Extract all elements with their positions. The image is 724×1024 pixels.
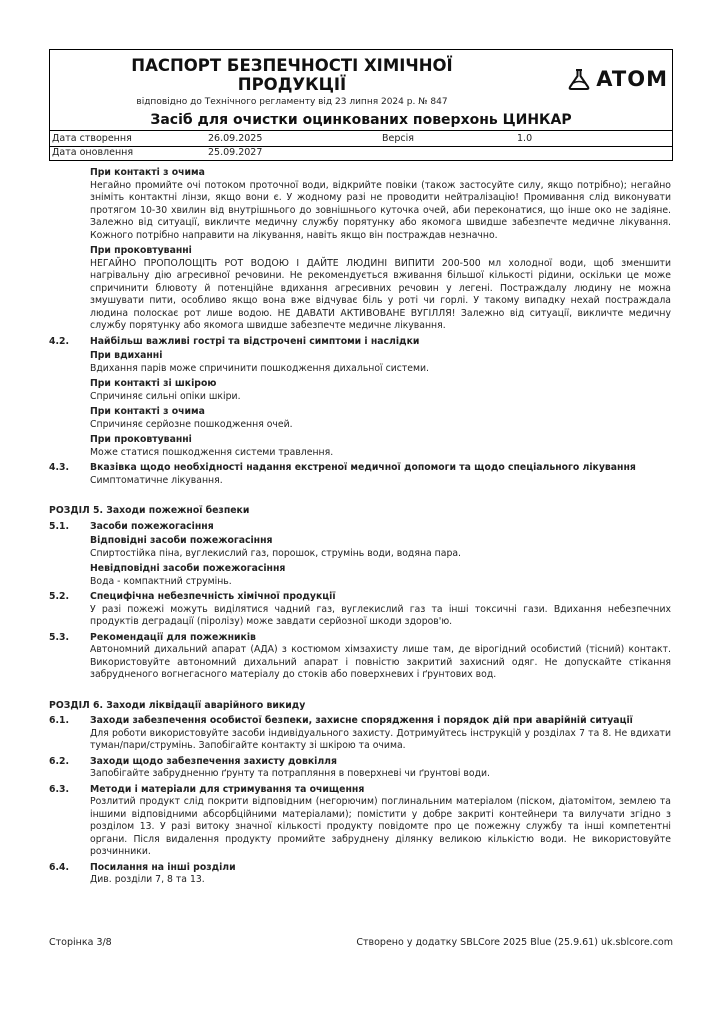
product-title: Засіб для очистки оцинкованих поверхонь ЦИНКАР (150, 112, 572, 128)
document-body (49, 165, 671, 890)
generator-credit: Створено у додатку SBLCore 2025 Blue (25.9.61) uk.sblcore.com (356, 937, 673, 948)
section-number: 6.3. (49, 783, 70, 795)
document-header (49, 49, 673, 131)
section-5-title: РОЗДІЛ 5. Заходи пожежної безпеки (49, 505, 250, 516)
section-heading: Найбільш важливі гострі та відстрочені симптоми і наслідки (90, 335, 420, 347)
heading-6-3 (49, 784, 671, 797)
paragraph-eye-contact-2: Спричиняє серйозне пошкодження очей. (90, 418, 293, 430)
paragraph-4-3: Симптоматичне лікування. (90, 474, 223, 486)
section-heading: Методи і матеріали для стримування та очищення (90, 783, 365, 795)
paragraph-swallowing: НЕГАЙНО ПРОПОЛОЩІТЬ РОТ ВОДОЮ І ДАЙТЕ ЛЮДИНІ ВИПИТИ 200-500 мл холодної води, щоб зменшити нагрівальну дію агресивної речовини. Не рекомендується вживання більшої кількості рідини, оскільки це може спричинити блювоту й потенційне вдихання агресивних речовин у легені. Постраждалу людину не можна змушувати пити, особливо якщо вона вже відчуває біль у роті чи горлі. У такому випадку нехай постраждала людина полоскає рот лише водою. НЕ ДАВАТИ АКТИВОВАНЕ ВУГІЛЛЯ! Залежно від ситуації, викличте медичну службу порятунку або якомога швидше забезпечте медичне лікування. (90, 257, 671, 331)
section-number: 4.2. (49, 335, 70, 347)
section-heading: Посилання на інші розділи (90, 861, 236, 873)
created-value: 26.09.2025 (208, 133, 263, 144)
paragraph-inhalation: Вдихання парів може спричинити пошкодження дихальної системи. (90, 362, 430, 374)
subheading-eye-contact: При контакті з очима (90, 167, 205, 178)
paragraph-6-3: Розлитий продукт слід покрити відповідним (негорючим) поглинальним матеріалом (піском, діатомітом, землею та іншими відповідними абсорбційними матеріалами); помістити у добре закриті контейнери та вилучати згідно з розділом 13. У разі витоку значної кількості продукту повідомте про це пожежну службу та інші компетентні органи. Після видалення продукту промийте забруднену ділянку великою кількістю води. Не використовуйте розчинники. (90, 796, 671, 857)
subheading-inhalation: При вдиханні (90, 350, 163, 361)
flask-logo-icon (566, 68, 594, 90)
heading-6-1 (49, 715, 671, 728)
section-number: 5.1. (49, 520, 70, 532)
version-label: Версія (382, 133, 414, 144)
meta-row-created (50, 132, 672, 147)
subheading-eye-contact-2: При контакті з очима (90, 406, 205, 417)
company-logo (566, 67, 668, 91)
heading-5-2 (49, 591, 671, 604)
section-heading: Специфічна небезпечність хімічної продукції (90, 591, 336, 602)
updated-value: 25.09.2027 (208, 147, 263, 158)
paragraph-6-2: Запобігайте забрудненню ґрунту та потрапляння в поверхневі чи ґрунтові води. (90, 768, 490, 779)
document-title (50, 56, 534, 94)
subheading-skin-contact: При контакті зі шкірою (90, 378, 217, 389)
paragraph-eye-contact: Негайно промийте очі потоком проточної води, відкрийте повіки (також застосуйте силу, якщо потрібно); негайно зніміть контактні лінзи, якщо вони є. У жодному разі не проводити нейтралізацію! Промивання слід виконувати протягом 10-30 хвилин від внутрішнього до зовнішнього куточка очей, аби переконатися, що інше око не задіяне. Залежно від ситуації, викличте медичну службу порятунку або якомога швидше забезпечте медичне лікування. Кожного потрібно направити на лікування, навіть якщо він постраждав незначно. (90, 179, 671, 241)
subheading-suitable-media: Відповідні засоби пожежогасіння (90, 535, 273, 546)
heading-6-4 (49, 862, 671, 875)
paragraph-skin-contact: Спричиняє сильні опіки шкіри. (90, 390, 241, 402)
paragraph-6-4: Див. розділи 7, 8 та 13. (90, 874, 205, 885)
heading-4-2 (49, 336, 671, 349)
paragraph-5-2: У разі пожежі можуть виділятися чадний газ, вуглекислий газ та інші токсичні гази. Вдихання небезпечних продуктів деградації (піролізу) може завдати серйозної шкоди здоров'ю. (90, 603, 671, 627)
section-number: 6.2. (49, 755, 70, 767)
section-number: 6.1. (49, 715, 70, 726)
subheading-swallowing-2: При проковтуванні (90, 434, 192, 445)
document-meta-table (49, 131, 673, 161)
created-label: Дата створення (52, 133, 132, 144)
regulation-subtitle: відповідно до Технічного регламенту від 23 липня 2024 р. № 847 (136, 97, 448, 107)
section-heading: Заходи забезпечення особистої безпеки, захисне спорядження і порядок дій при аварійній ситуації (90, 715, 633, 726)
paragraph-6-1: Для роботи використовуйте засоби індивідуального захисту. Дотримуйтесь інструкцій у розділах 7 та 8. Не вдихати туман/пари/струмінь. Запобігайте контакту зі шкірою та очима. (90, 727, 671, 751)
section-number: 5.3. (49, 631, 70, 643)
meta-row-updated (50, 146, 672, 160)
document-title-line2: ПРОДУКЦІЇ (237, 75, 347, 94)
section-number: 6.4. (49, 861, 70, 873)
heading-5-3 (49, 632, 671, 645)
document-title-line1: ПАСПОРТ БЕЗПЕЧНОСТІ ХІМІЧНОЇ (131, 56, 453, 75)
section-6-title: РОЗДІЛ 6. Заходи ліквідації аварійного викиду (49, 699, 306, 711)
section-heading: Заходи щодо забезпечення захисту довкілля (90, 755, 337, 767)
section-number: 4.3. (49, 462, 70, 473)
logo-text: ATOM (596, 67, 668, 91)
paragraph-swallowing-2: Може статися пошкодження системи травлення. (90, 446, 334, 458)
section-heading: Вказівка щодо необхідності надання екстреної медичної допомоги та щодо спеціального лікування (90, 462, 636, 473)
subheading-unsuitable-media: Невідповідні засоби пожежогасіння (90, 563, 286, 574)
paragraph-unsuitable-media: Вода - компактний струмінь. (90, 575, 232, 587)
section-number: 5.2. (49, 591, 70, 602)
heading-5-1 (49, 521, 671, 534)
page-number: Сторінка 3/8 (49, 937, 112, 948)
version-value: 1.0 (517, 133, 533, 144)
heading-4-3 (49, 462, 671, 475)
updated-label: Дата оновлення (52, 147, 134, 158)
paragraph-5-3: Автономний дихальний апарат (АДА) з костюмом хімзахисту лише там, де вірогідний особистий (тісний) контакт. Використовуйте автономний дихальний апарат і повністю закритий захисний одяг. Не допускайте стікання забрудненого вогнегасного матеріалу до стоків або поверхневих і ґрунтових вод. (90, 644, 671, 680)
section-heading: Засоби пожежогасіння (90, 520, 214, 532)
section-heading: Рекомендації для пожежників (90, 631, 256, 643)
paragraph-suitable-media: Спиртостійка піна, вуглекислий газ, порошок, струмінь води, водяна пара. (90, 547, 462, 559)
subheading-swallowing: При проковтуванні (90, 245, 192, 256)
heading-6-2 (49, 756, 671, 769)
